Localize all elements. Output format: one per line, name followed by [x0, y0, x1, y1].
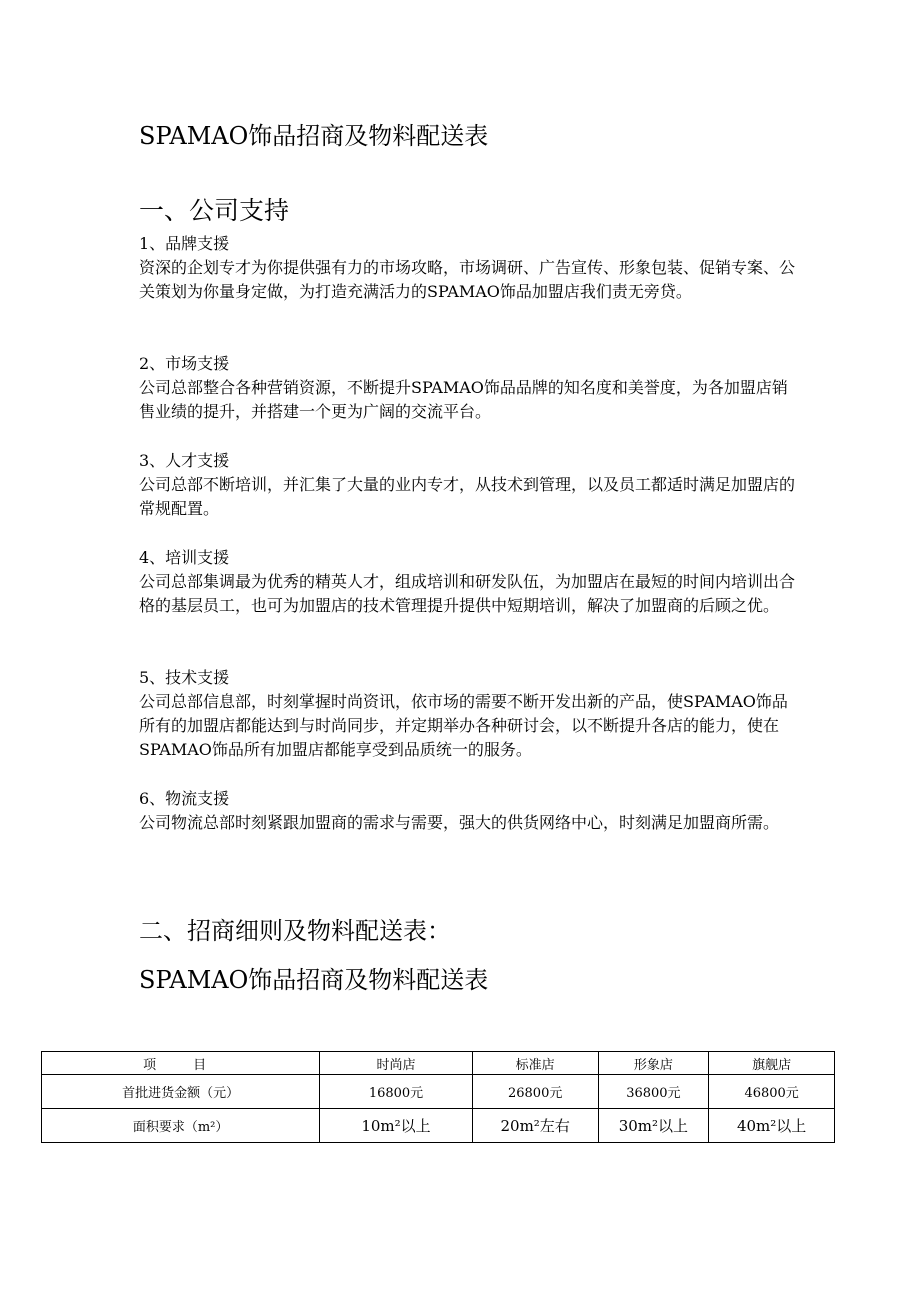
support-block-logistics — [139, 787, 799, 835]
support-heading: 2、市场支援 — [139, 354, 230, 373]
table-header-row — [42, 1052, 835, 1075]
support-block-technology — [139, 666, 799, 762]
franchise-table — [41, 1051, 835, 1143]
header-standard-store: 标准店 — [472, 1052, 598, 1075]
header-item: 项 目 — [42, 1052, 320, 1075]
support-heading: 1、品牌支援 — [139, 234, 230, 253]
table-row — [42, 1109, 835, 1143]
table-cell: 16800元 — [320, 1075, 473, 1109]
support-block-talent — [139, 449, 799, 521]
support-heading: 6、物流支援 — [139, 789, 230, 808]
support-block-market — [139, 352, 799, 424]
header-flagship-store: 旗舰店 — [709, 1052, 835, 1075]
support-body: 公司物流总部时刻紧跟加盟商的需求与需要，强大的供货网络中心，时刻满足加盟商所需。 — [139, 813, 780, 832]
section-heading-franchise-rules: 二、招商细则及物料配送表： — [139, 917, 451, 945]
table-cell: 40m²以上 — [709, 1109, 835, 1143]
support-block-training — [139, 546, 799, 618]
table-title: SPAMAO饰品招商及物料配送表 — [139, 966, 489, 994]
support-block-brand — [139, 232, 799, 304]
table-row — [42, 1075, 835, 1109]
section-heading-company-support: 一、公司支持 — [139, 196, 290, 225]
table-cell: 26800元 — [472, 1075, 598, 1109]
support-heading: 4、培训支援 — [139, 548, 230, 567]
support-heading: 5、技术支援 — [139, 668, 230, 687]
row-label: 首批进货金额（元） — [42, 1075, 320, 1109]
header-image-store: 形象店 — [598, 1052, 709, 1075]
table-cell: 10m²以上 — [320, 1109, 473, 1143]
support-body: 公司总部整合各种营销资源，不断提升SPAMAO饰品品牌的知名度和美誉度，为各加盟店销售业绩的提升，并搭建一个更为广阔的交流平台。 — [139, 378, 788, 421]
support-body: 公司总部信息部，时刻掌握时尚资讯，依市场的需要不断开发出新的产品，使SPAMAO饰品所有的加盟店都能达到与时尚同步，并定期举办各种研讨会，以不断提升各店的能力，使在SPAMAO饰品所有加盟店都能享受到品质统一的服务。 — [139, 692, 788, 759]
table-cell: 36800元 — [598, 1075, 709, 1109]
table-cell: 46800元 — [709, 1075, 835, 1109]
row-label: 面积要求（m²） — [42, 1109, 320, 1143]
support-body: 公司总部不断培训，并汇集了大量的业内专才，从技术到管理，以及员工都适时满足加盟店的常规配置。 — [139, 475, 796, 518]
support-heading: 3、人才支援 — [139, 451, 230, 470]
support-body: 资深的企划专才为你提供强有力的市场攻略，市场调研、广告宣传、形象包装、促销专案、公关策划为你量身定做，为打造充满活力的SPAMAO饰品加盟店我们责无旁贷。 — [139, 258, 796, 301]
table-cell: 20m²左右 — [472, 1109, 598, 1143]
header-fashion-store: 时尚店 — [320, 1052, 473, 1075]
support-body: 公司总部集调最为优秀的精英人才，组成培训和研发队伍，为加盟店在最短的时间内培训出合格的基层员工，也可为加盟店的技术管理提升提供中短期培训，解决了加盟商的后顾之优。 — [139, 572, 796, 615]
document-title: SPAMAO饰品招商及物料配送表 — [139, 122, 489, 150]
table-cell: 30m²以上 — [598, 1109, 709, 1143]
